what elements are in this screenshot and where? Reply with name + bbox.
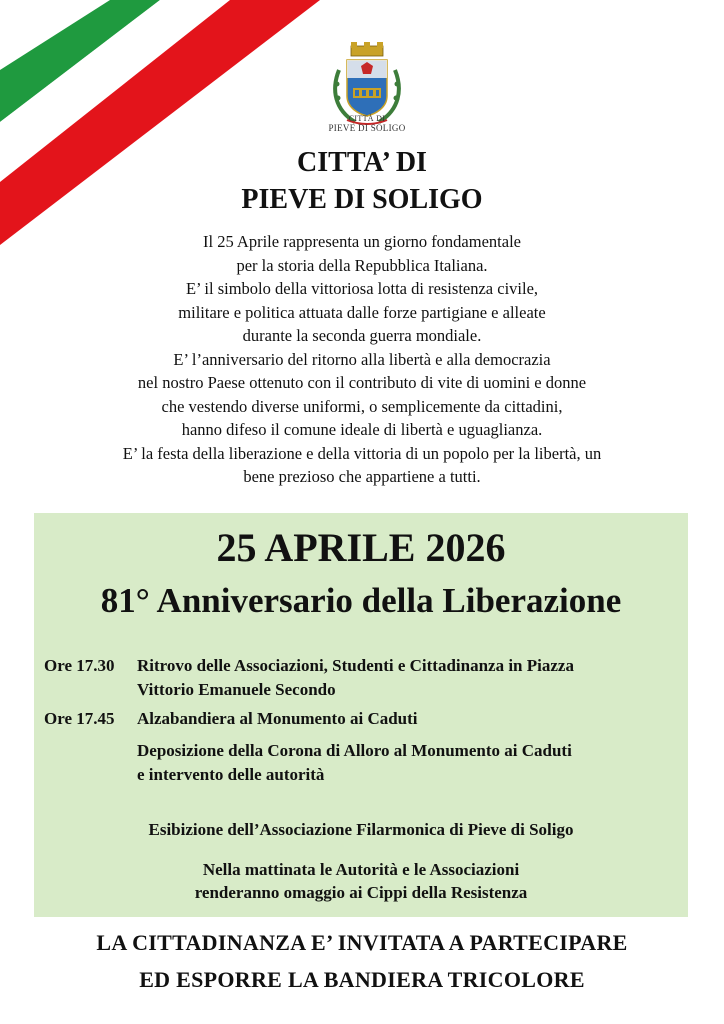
city-title-line1: CITTA’ DI (297, 147, 427, 178)
filarmonica-notice: Esibizione dell’Associazione Filarmonica di Pieve di Soligo (148, 820, 574, 839)
intro-line: E’ la festa della liberazione e della vittoria di un popolo per la libertà, un (122, 443, 602, 463)
event-date: 25 APRILE 2026 (216, 525, 506, 570)
program-text: Vittorio Emanuele Secondo (137, 680, 336, 699)
intro-line: militare e politica attuata dalle forze partigiane e alleate (178, 302, 546, 322)
event-subtitle: 81° Anniversario della Liberazione (100, 581, 622, 620)
tricolore-ribbon (0, 0, 330, 260)
program-text: Alzabandiera al Monumento ai Caduti (137, 709, 418, 728)
program-text: Deposizione della Corona di Alloro al Monumento ai Caduti (137, 741, 572, 760)
event-box (34, 513, 688, 917)
program-time: Ore 17.30 (44, 656, 115, 675)
program-text: e intervento delle autorità (137, 765, 325, 784)
program-time: Ore 17.45 (44, 709, 115, 728)
intro-paragraph (30, 230, 694, 489)
program-text: Ritrovo delle Associazioni, Studenti e Cittadinanza in Piazza (137, 656, 574, 675)
city-title-line2: PIEVE DI SOLIGO (241, 184, 483, 215)
intro-line: per la storia della Repubblica Italiana. (236, 255, 488, 275)
omaggio-notice-line2: renderanno omaggio ai Cippi della Resistenza (194, 883, 528, 902)
intro-line: Il 25 Aprile rappresenta un giorno fondamentale (203, 232, 521, 251)
intro-line: nel nostro Paese ottenuto con il contributo di vite di uomini e donne (137, 373, 587, 392)
invitation-line1: LA CITTADINANZA E’ INVITATA A PARTECIPARE (96, 930, 628, 955)
intro-line: durante la seconda guerra mondiale. (242, 326, 482, 345)
intro-line: E’ il simbolo della vittoriosa lotta di resistenza civile, (185, 279, 539, 298)
invitation-line2: ED ESPORRE LA BANDIERA TRICOLORE (139, 967, 585, 992)
intro-line: bene prezioso che appartiene a tutti. (243, 467, 481, 486)
intro-line: E’ l’anniversario del ritorno alla libertà e alla democrazia (173, 349, 551, 369)
omaggio-notice-line1: Nella mattinata le Autorità e le Associazioni (202, 860, 520, 879)
crest-caption-name: PIEVE DI SOLIGO (328, 123, 406, 133)
intro-line: hanno difeso il comune ideale di libertà e uguaglianza. (181, 420, 543, 439)
intro-line: che vestendo diverse uniformi, o semplicemente da cittadini, (161, 396, 563, 416)
crest-caption-city: CITTÀ DI (348, 114, 386, 123)
